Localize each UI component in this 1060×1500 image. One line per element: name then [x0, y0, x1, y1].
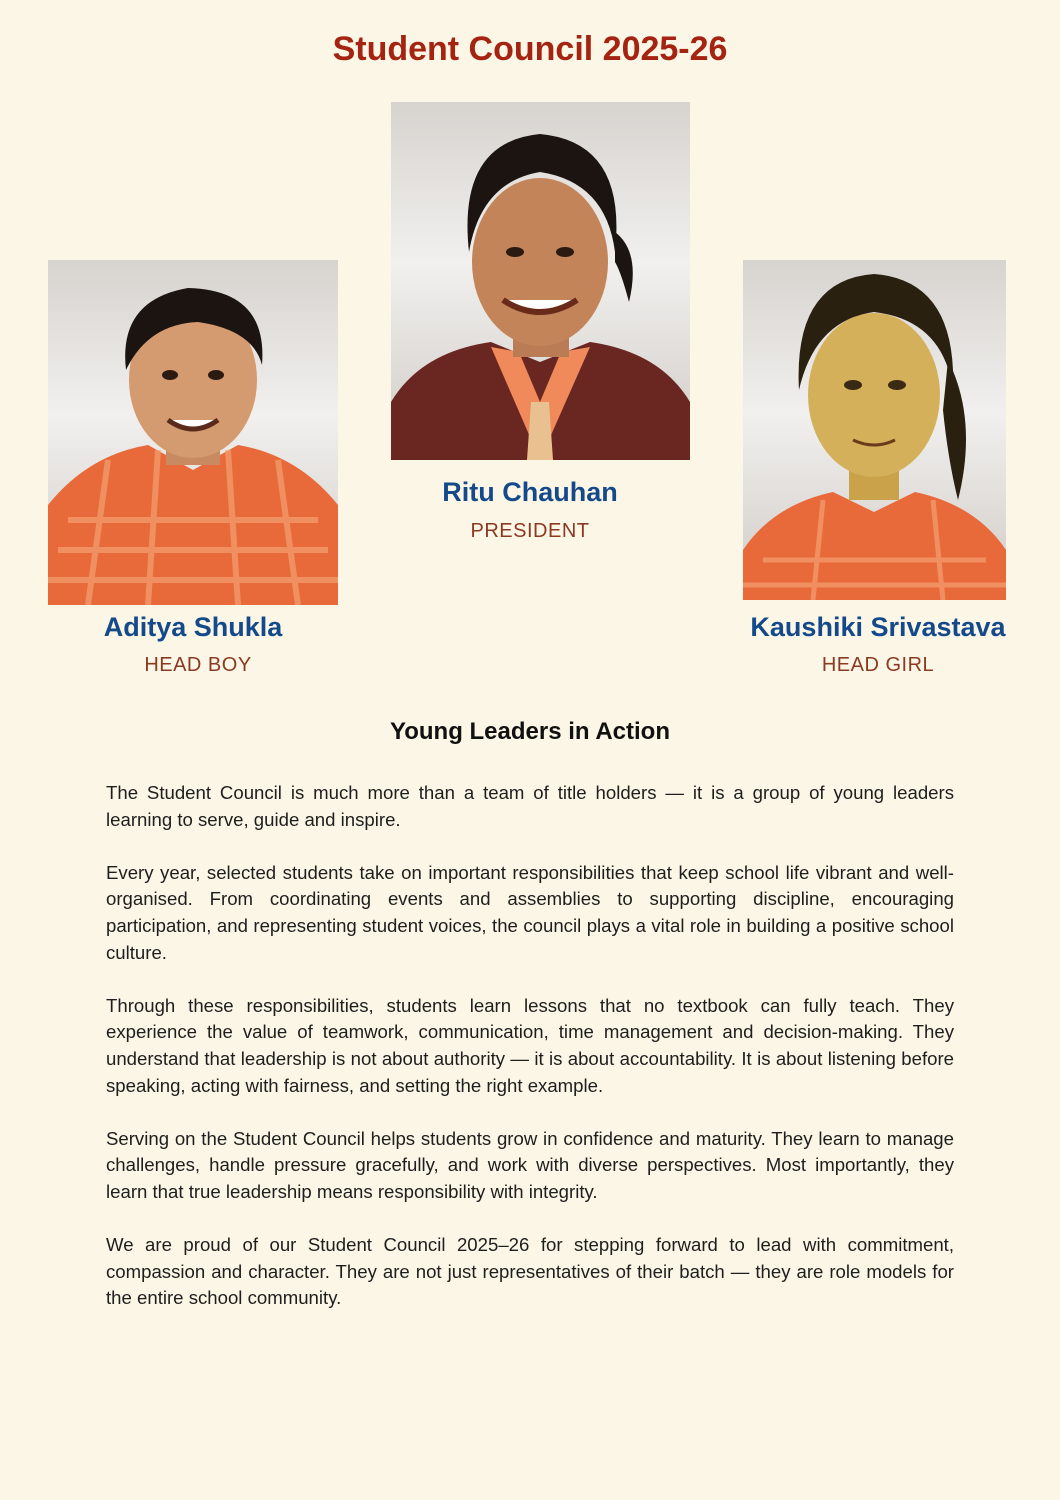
head-girl-photo	[743, 260, 1006, 600]
paragraph: The Student Council is much more than a team of title holders — it is a group of young leaders learning to serve, guide and inspire.	[106, 782, 954, 830]
head-girl-role: HEAD GIRL	[821, 654, 935, 676]
body-text	[106, 780, 954, 1338]
head-boy-photo	[48, 260, 338, 605]
head-boy-name: Aditya Shukla	[103, 612, 283, 642]
paragraph: Every year, selected students take on important responsibilities that keep school life vibrant and well-organised. From coordinating events and assemblies to supporting discipline, encouraging participation, and representing student voices, the council plays a vital role in building a positive school culture.	[106, 861, 954, 963]
head-boy-role: HEAD BOY	[144, 654, 252, 676]
president-photo	[391, 102, 690, 460]
head-girl-name: Kaushiki Srivastava	[750, 612, 1006, 642]
president-name: Ritu Chauhan	[442, 477, 618, 507]
paragraph: We are proud of our Student Council 2025–26 for stepping forward to lead with commitment, compassion and character. They are not just representatives of their batch — they are role models for the entire school community.	[106, 1234, 954, 1309]
president-role: PRESIDENT	[470, 520, 590, 542]
paragraph: Through these responsibilities, students learn lessons that no textbook can fully teach. They experience the value of teamwork, communication, time management and decision-making. They understand that leadership is not about authority — it is about accountability. It is about listening before speaking, acting with fairness, and setting the right example.	[106, 994, 954, 1096]
section-heading: Young Leaders in Action	[389, 718, 671, 745]
paragraph: Serving on the Student Council helps students grow in confidence and maturity. They learn to manage challenges, handle pressure gracefully, and work with diverse perspectives. Most importantly, they learn that true leadership means responsibility with integrity.	[106, 1127, 954, 1202]
page-title: Student Council 2025-26	[332, 30, 728, 68]
